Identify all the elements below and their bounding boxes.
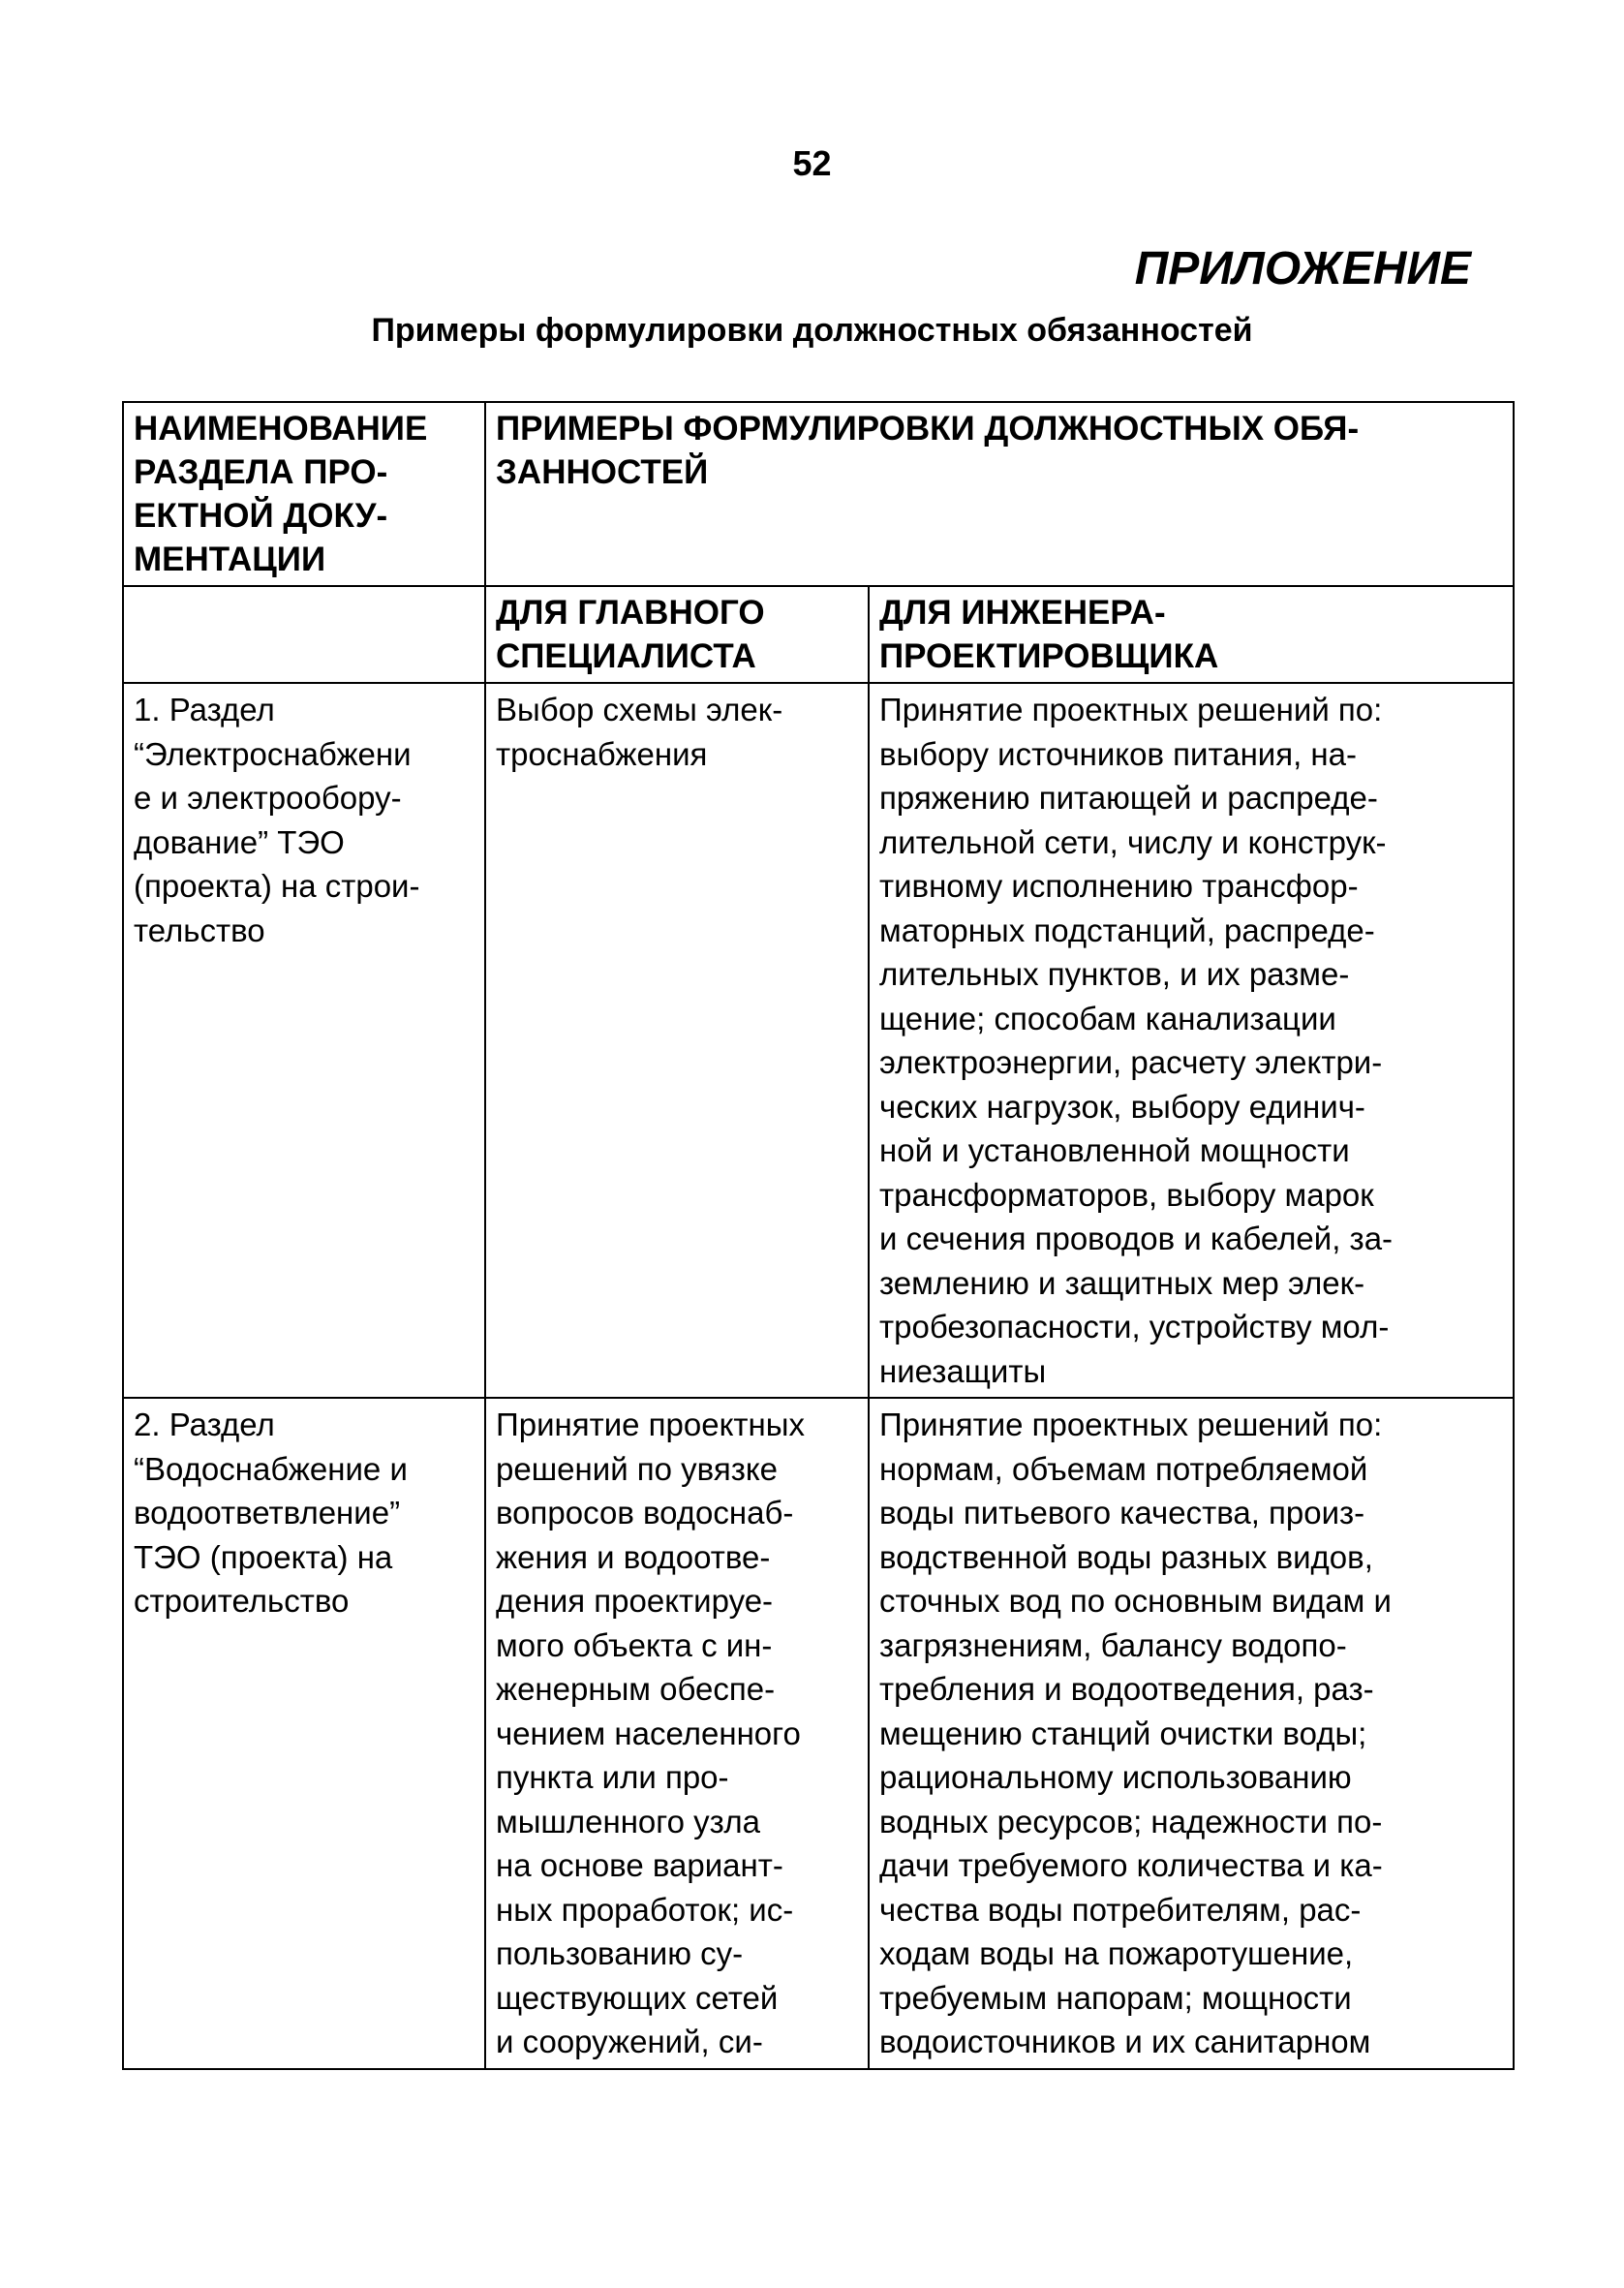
duties-table [122,401,1515,2070]
subheader-engineer [869,586,1514,683]
chief-duties-text: Выбор схемы элек- троснабжения [496,692,783,772]
subheader-empty-cell [123,586,485,683]
table-subheader-row [123,586,1514,683]
engineer-duties-text: Принятие проектных решений по: выбору источников питания, на- пряжению питающей и распреде- лительной сети, числу и конструк- тивному исполнению трансфор- маторных подстанций, распреде- лительных пунктов, и их разме- щение; способам канализации электроэнергии, расчету электри- ческих нагрузок, выбору единич- ной и установленной мощности трансформаторов, выбору марок и сечения проводов и кабелей, за- землению и защитных мер элек- тробезопасности, устройству мол- ниезащиты [879,692,1394,1389]
page-title: Примеры формулировки должностных обязанностей [371,312,1253,349]
subheader-chief [485,586,869,683]
engineer-duties-cell [869,1398,1514,2069]
chief-duties-cell [485,683,869,1398]
section-text: 2. Раздел “Водоснабжение и водоответвление” ТЭО (проекта) на строительство [134,1407,408,1619]
subheader-engineer-text: ДЛЯ ИНЖЕНЕРА- ПРОЕКТИРОВЩИКА [879,594,1219,675]
header-section-name [123,402,485,586]
chief-duties-text: Принятие проектных решений по увязке вопросов водоснаб- жения и водоотве- дения проектируе- мого объекта с ин- женерным обеспе- чением населенного пункта или про- мышленного узла на основе вариант- ных проработок; ис- пользованию су- ществующих сетей и сооружений, си- [496,1407,805,2059]
section-text: 1. Раздел “Электроснабжени е и электрообору- дование” ТЭО (проекта) на строи- тельство [134,692,420,948]
header-duties-examples [485,402,1514,586]
section-cell [123,683,485,1398]
section-cell [123,1398,485,2069]
header-duties-examples-text: ПРИМЕРЫ ФОРМУЛИРОВКИ ДОЛЖНОСТНЫХ ОБЯ- ЗАННОСТЕЙ [496,410,1360,491]
engineer-duties-cell [869,683,1514,1398]
table-header-row [123,402,1514,586]
table-row [123,1398,1514,2069]
table-row [123,683,1514,1398]
page-number: 52 [792,143,832,183]
subheader-chief-text: ДЛЯ ГЛАВНОГО СПЕЦИАЛИСТА [496,594,765,675]
appendix-label: ПРИЛОЖЕНИЕ [1134,243,1471,294]
chief-duties-cell [485,1398,869,2069]
engineer-duties-text: Принятие проектных решений по: нормам, объемам потребляемой воды питьевого качества, произ- водственной воды разных видов, сточных вод по основным видам и загрязнениям, балансу водопо- требления и водоотведения, раз- мещению станций очистки воды; рациональному использованию водных ресурсов; надежности по- дачи требуемого количества и ка- чества воды потребителям, рас- ходам воды на пожаротушение, требуемым напорам; мощности водоисточников и их санитарном [879,1407,1392,2059]
header-section-name-text: НАИМЕНОВАНИЕ РАЗДЕЛА ПРО- ЕКТНОЙ ДОКУ- МЕНТАЦИИ [134,410,428,578]
